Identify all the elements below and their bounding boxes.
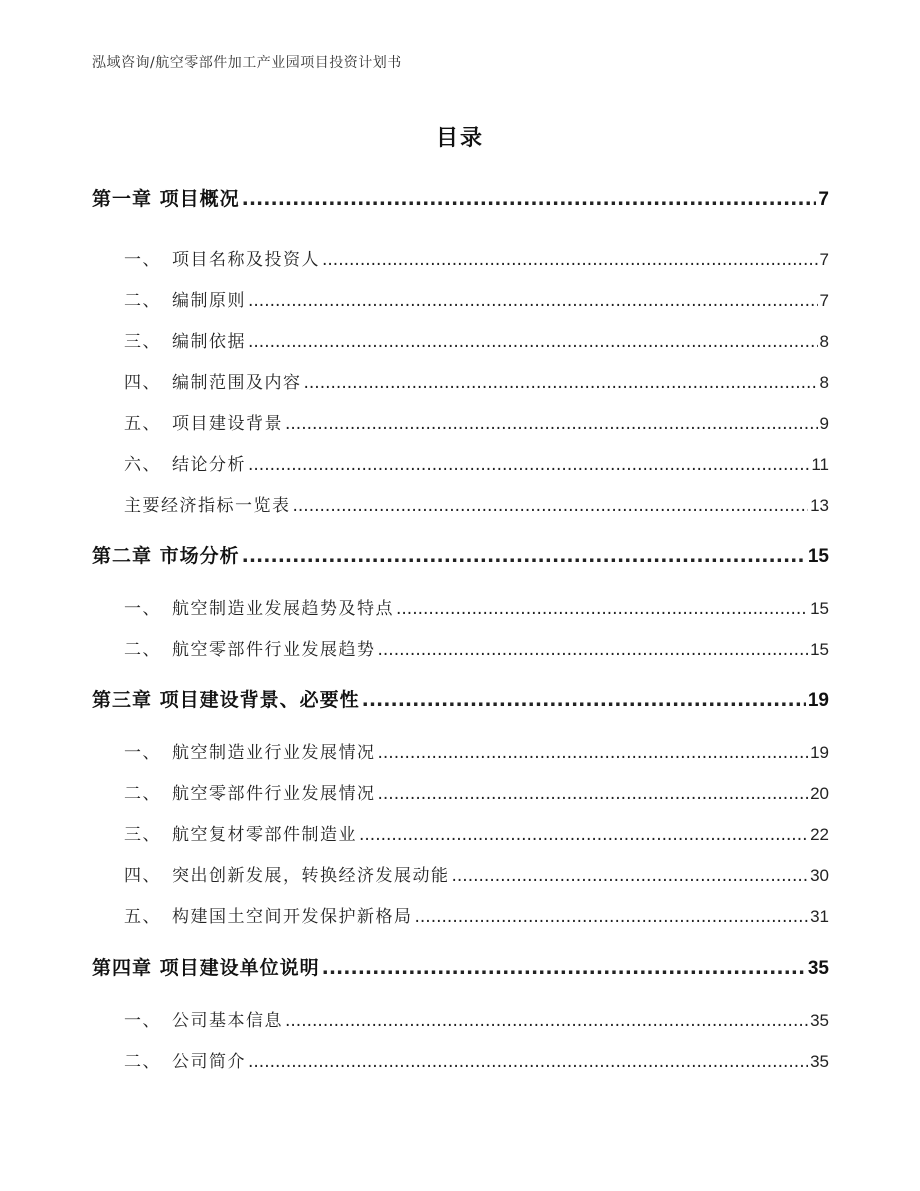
toc-chapter-4[interactable] [92, 953, 829, 980]
toc-section[interactable] [124, 594, 829, 619]
toc-section-label: 航空制造业行业发展情况 [172, 743, 376, 763]
toc-leader [362, 689, 806, 711]
toc-section-label: 项目名称及投资人 [172, 250, 320, 270]
toc-page-number: 35 [810, 1052, 829, 1071]
toc-section-number: 三、 [124, 825, 161, 845]
toc-section-number: 六、 [124, 455, 161, 475]
toc-page-number: 9 [819, 414, 829, 433]
toc-section[interactable] [124, 491, 829, 516]
toc-page-number: 22 [810, 825, 829, 844]
toc-page-number: 8 [819, 373, 829, 392]
toc-chapter-label: 第三章 项目建设背景、必要性 [92, 689, 360, 711]
toc-section[interactable] [124, 861, 829, 886]
toc-leader [359, 825, 808, 845]
running-header: 泓域咨询/航空零部件加工产业园项目投资计划书 [92, 55, 402, 71]
toc-leader [248, 332, 818, 352]
toc-chapter-2[interactable] [92, 541, 829, 568]
toc-section-label: 构建国土空间开发保护新格局 [172, 907, 413, 927]
toc-page-number: 7 [818, 189, 829, 210]
toc-section[interactable] [124, 368, 829, 393]
toc-section-label: 公司基本信息 [172, 1011, 283, 1031]
toc-section-number: 二、 [124, 784, 161, 804]
toc-section-label: 航空制造业发展趋势及特点 [172, 599, 394, 619]
toc-page-number: 7 [819, 291, 829, 310]
toc-section[interactable] [124, 738, 829, 763]
toc-section[interactable] [124, 327, 829, 352]
toc-section[interactable] [124, 450, 829, 475]
toc-chapter-label: 第二章 市场分析 [92, 545, 240, 567]
toc-section-number: 二、 [124, 640, 161, 660]
toc-section-number: 一、 [124, 1011, 161, 1031]
toc-page-number: 19 [810, 743, 829, 762]
toc-page-number: 31 [810, 907, 829, 926]
toc-section-number: 二、 [124, 1052, 161, 1072]
toc-leader [378, 640, 809, 660]
toc-page-number: 20 [810, 784, 829, 803]
toc-section-label: 航空零部件行业发展趋势 [172, 640, 376, 660]
toc-section-label: 突出创新发展，转换经济发展动能 [172, 866, 450, 886]
toc-leader [248, 291, 818, 311]
toc-section-number: 五、 [124, 414, 161, 434]
toc-leader [322, 250, 818, 270]
toc-page-number: 13 [810, 496, 829, 515]
toc-section-number: 一、 [124, 250, 161, 270]
toc-leader [285, 414, 818, 434]
toc-section-label: 航空零部件行业发展情况 [172, 784, 376, 804]
toc-leader [378, 743, 809, 763]
toc-page-number: 35 [810, 1011, 829, 1030]
toc-chapter-3[interactable] [92, 685, 829, 712]
toc-section[interactable] [124, 820, 829, 845]
toc-leader [293, 496, 809, 516]
toc-section-number: 四、 [124, 373, 161, 393]
toc-section-label: 公司简介 [172, 1052, 246, 1072]
toc-section[interactable] [124, 779, 829, 804]
toc-section-number: 四、 [124, 866, 161, 886]
toc-leader [248, 1052, 808, 1072]
toc-section[interactable] [124, 635, 829, 660]
toc-leader [378, 784, 809, 804]
toc-section[interactable] [124, 286, 829, 311]
toc-page-number: 8 [819, 332, 829, 351]
toc-page-number: 15 [807, 546, 829, 567]
toc-section-number: 一、 [124, 599, 161, 619]
toc-leader [415, 907, 809, 927]
toc-page-number: 15 [810, 640, 829, 659]
toc-section[interactable] [124, 1047, 829, 1072]
toc-section-label: 编制原则 [172, 291, 246, 311]
toc-section-label: 结论分析 [172, 455, 246, 475]
toc-leader [304, 373, 818, 393]
toc-section-number: 二、 [124, 291, 161, 311]
toc-page-number: 35 [807, 958, 829, 979]
toc-section-label: 编制范围及内容 [172, 373, 302, 393]
toc-leader [452, 866, 809, 886]
toc-section-label: 项目建设背景 [172, 414, 283, 434]
toc-chapter-label: 第一章 项目概况 [92, 188, 240, 210]
toc-page-number: 11 [811, 455, 829, 474]
toc-leader [242, 188, 817, 210]
toc-section[interactable] [124, 1006, 829, 1031]
toc-page-number: 30 [810, 866, 829, 885]
toc-leader [396, 599, 808, 619]
page-title: 目录 [435, 126, 484, 151]
toc-leader [285, 1011, 808, 1031]
toc-leader [242, 545, 806, 567]
toc-leader [248, 455, 809, 475]
toc-section-number: 一、 [124, 743, 161, 763]
toc-section-label: 主要经济指标一览表 [124, 496, 291, 516]
toc-section-label: 航空复材零部件制造业 [172, 825, 357, 845]
toc-section[interactable] [124, 902, 829, 927]
toc-chapter-label: 第四章 项目建设单位说明 [92, 957, 320, 979]
toc-section[interactable] [124, 409, 829, 434]
toc-section-number: 三、 [124, 332, 161, 352]
toc-page-number: 15 [810, 599, 829, 618]
toc-section-number: 五、 [124, 907, 161, 927]
toc-section[interactable] [124, 245, 829, 270]
toc-page-number: 7 [819, 250, 829, 269]
toc-section-label: 编制依据 [172, 332, 246, 352]
toc-leader [322, 957, 806, 979]
toc-page-number: 19 [807, 690, 829, 711]
toc-chapter-1[interactable] [92, 184, 829, 211]
